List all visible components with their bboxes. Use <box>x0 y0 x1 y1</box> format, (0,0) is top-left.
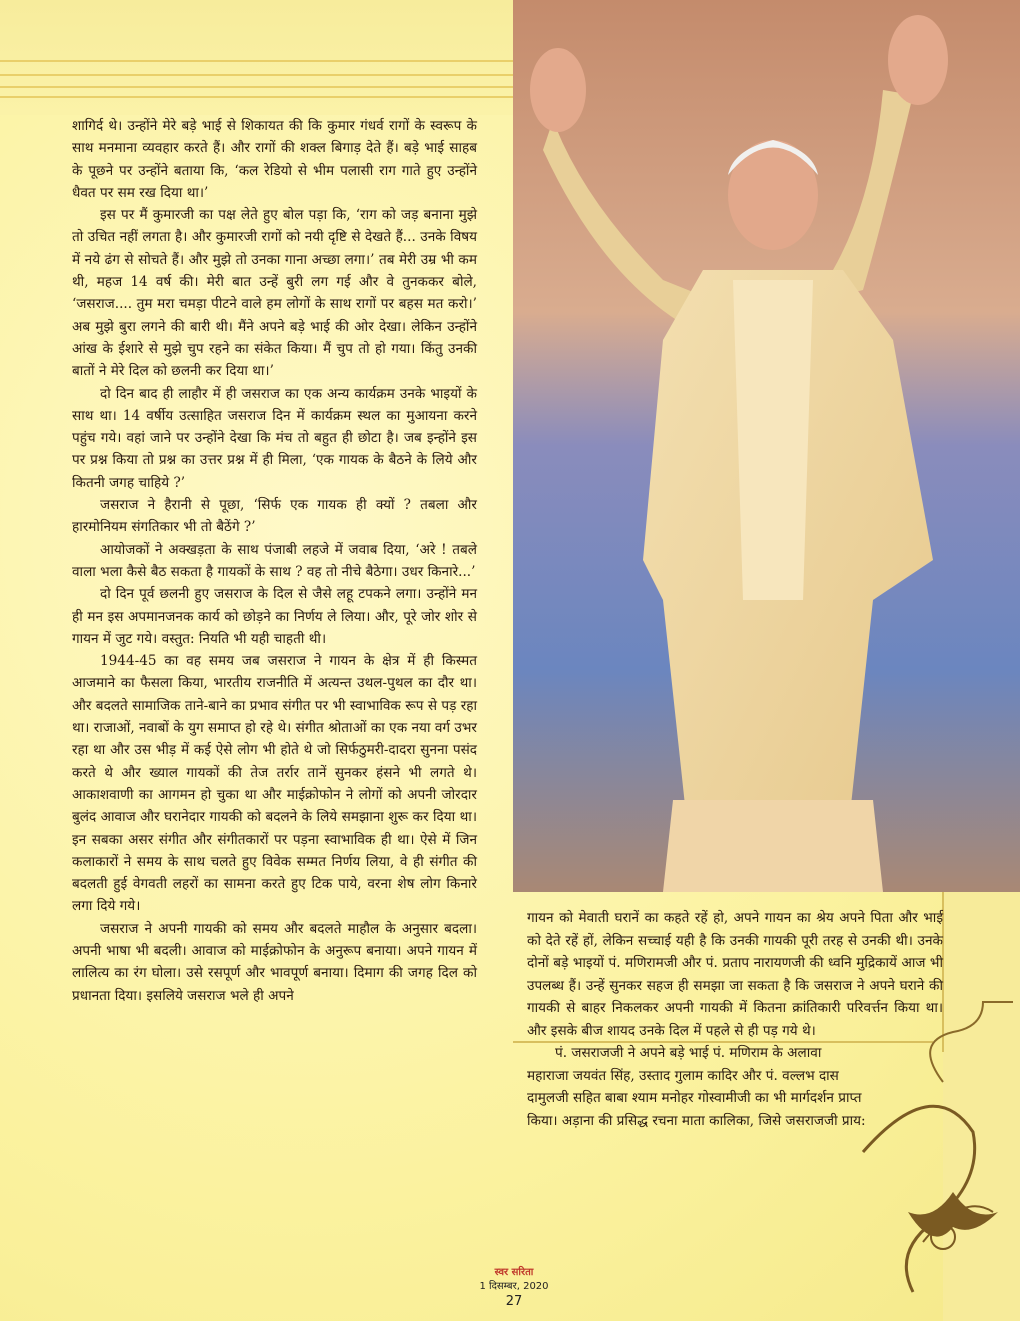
issue-date: 1 दिसम्बर, 2020 <box>479 1281 549 1292</box>
magazine-name: स्वर सरिता <box>494 1267 534 1278</box>
paragraph: इस पर मैं कुमारजी का पक्ष लेते हुए बोल पड़ा कि, ‘राग को जड़ बनाना मुझे तो उचित नहीं लगता है। और कुमारजी रागों को नयी दृष्टि से देखते हैं... उनके विषय में नये ढंग से सोचते हैं। और मुझे तो उनका गाना अच्छा लगा।’ तब मेरी उम्र भी कम थी, महज 14 वर्ष की। मेरी बात उन्हें बुरी लग गई और वे तुनककर बोले, ‘जसराज.... तुम मरा चमड़ा पीटने वाले हम लोगों के साथ रागों पर बहस मत करो।’ अब मुझे बुरा लगने की बारी थी। मैंने अपने बड़े भाई की ओर देखा। लेकिन उन्होंने आंख के ईशारे से मुझे चुप रहने का संकेत किया। मैं चुप तो हो गया। किंतु उनकी बातों ने मेरे दिल को छलनी कर दिया था।’ <box>72 207 477 380</box>
page-footer <box>470 1262 558 1320</box>
article-right-column <box>527 907 943 1132</box>
paragraph: आयोजकों ने अक्खड़ता के साथ पंजाबी लहजे में जवाब दिया, ‘अरे ! तबले वाला भला कैसे बैठ सकता है गायकों के साथ ? वह तो नीचे बैठेगा। उधर किनारे...’ <box>72 541 477 580</box>
paragraph: पं. जसराजजी ने अपने बड़े भाई पं. मणिराम के अलावा महाराजा जयवंत सिंह, उस्ताद गुलाम कादिर और पं. वल्लभ दास दामुलजी सहित बाबा श्याम मनोहर गोस्वामीजी का भी मार्गदर्शन प्राप्त किया। अड़ाना की प्रसिद्ध रचना माता कालिका, जिसे जसराजजी प्राय: <box>527 1045 866 1129</box>
article-left-column <box>72 115 477 1007</box>
paragraph: शागिर्द थे। उन्होंने मेरे बड़े भाई से शिकायत की कि कुमार गंधर्व रागों के स्वरूप के साथ मनमाना व्यवहार करते हैं। और रागों की शक्ल बिगाड़ देते हैं। बड़े भाई साहब के पूछने पर उन्होंने बताया कि, ‘कल रेडियो से भीम पलासी राग गाते हुए उन्होंने धैवत पर सम रख दिया था।’ <box>72 118 477 201</box>
paragraph: जसराज ने हैरानी से पूछा, ‘सिर्फ एक गायक ही क्यों ? तबला और हारमोनियम संगतिकार भी तो बैठेंगे ?’ <box>72 497 477 536</box>
paragraph: जसराज ने अपनी गायकी को समय और बदलते माहौल के अनुसार बदला। अपनी भाषा भी बदली। आवाज को माईक्रोफोन के अनुरूप बनाया। अपने गायन में लालित्य का रंग घोला। उसे रसपूर्ण और भावपूर्ण बनाया। दिमाग की जगह दिल को प्रधानता दिया। इसलिये जसराज भले ही अपने <box>72 920 477 1004</box>
paragraph: गायन को मेवाती घरानें का कहते रहें हो, अपने गायन का श्रेय अपने पिता और भाई को देते रहें हों, लेकिन सच्चाई यही है कि उनकी गायकी पूरी तरह से उनकी थी। उनके दोनों बड़े भाइयों पं. मणिरामजी और पं. प्रताप नारायणजी की ध्वनि मुद्रिकायें आज भी उपलब्ध हैं। उन्हें सुनकर सहज ही समझा जा सकता है कि जसराज ने अपने घराने की गायकी से बाहर निकलकर अपनी गायकी में कितना क्रांतिकारी परिवर्त्तन किया था। और इसके बीज शायद उनके दिल में पहले से ही पड़ गये थे। <box>527 910 943 1039</box>
singer-photo <box>513 0 1020 892</box>
paragraph: दो दिन पूर्व छलनी हुए जसराज के दिल से जैसे लहू टपकने लगा। उन्होंने मन ही मन इस अपमानजनक कार्य को छोड़ने का निर्णय ले लिया। और, पूरे जोर शोर से गायन में जुट गये। वस्तुत: नियति भी यही चाहती थी। <box>72 586 477 647</box>
paragraph: दो दिन बाद ही लाहौर में ही जसराज का एक अन्य कार्यक्रम उनके भाइयों के साथ था। 14 वर्षीय उत्साहित जसराज दिन में कार्यक्रम स्थल का मुआयना करने पहुंच गये। वहां जाने पर उन्होंने देखा कि मंच तो बहुत ही छोटा है। जब इन्होंने इस पर प्रश्न किया तो प्रश्न का उत्तर प्रश्न में ही मिला, ‘एक गायक के बैठने के लिये और कितनी जगह चाहिये ?’ <box>72 385 477 491</box>
singer-illustration <box>513 0 1020 892</box>
paragraph: 1944-45 का वह समय जब जसराज ने गायन के क्षेत्र में ही किस्मत आजमाने का फैसला किया, भारतीय राजनीति में अत्यन्त उथल-पुथल का दौर था। और बदलते सामाजिक ताने-बाने का प्रभाव संगीत पर भी स्वाभाविक रूप से पड़ रहा था। राजाओं, नवाबों के युग समाप्त हो रहे थे। संगीत श्रोताओं का एक नया वर्ग उभर रहा था और उस भीड़ में कई ऐसे लोग भी होते थे जो सिर्फठुमरी-दादरा सुनना पसंद करते थे और ख्याल गायकों की तेज तर्रार तानें सुनकर हंसने भी लगते थे। आकाशवाणी का आगमन हो चुका था और माईक्रोफोन ने लोगों को अपनी जोरदार बुलंद आवाज और घरानेदार गायकी को बदलने के लिये समझाना शुरू कर दिया था। इन सबका असर संगीत और संगीतकारों पर पड़ना स्वाभाविक ही था। ऐसे में जिन कलाकारों ने समय के साथ चलते हुए विवेक सम्मत निर्णय लिया, वे ही संगीत की बदलती हुई वेगवती लहरों का सामना करते हुए टिक पाये, वरना शेष लोग किनारे लगा दिये गये। <box>72 653 477 915</box>
page-number: 27 <box>505 1294 523 1309</box>
